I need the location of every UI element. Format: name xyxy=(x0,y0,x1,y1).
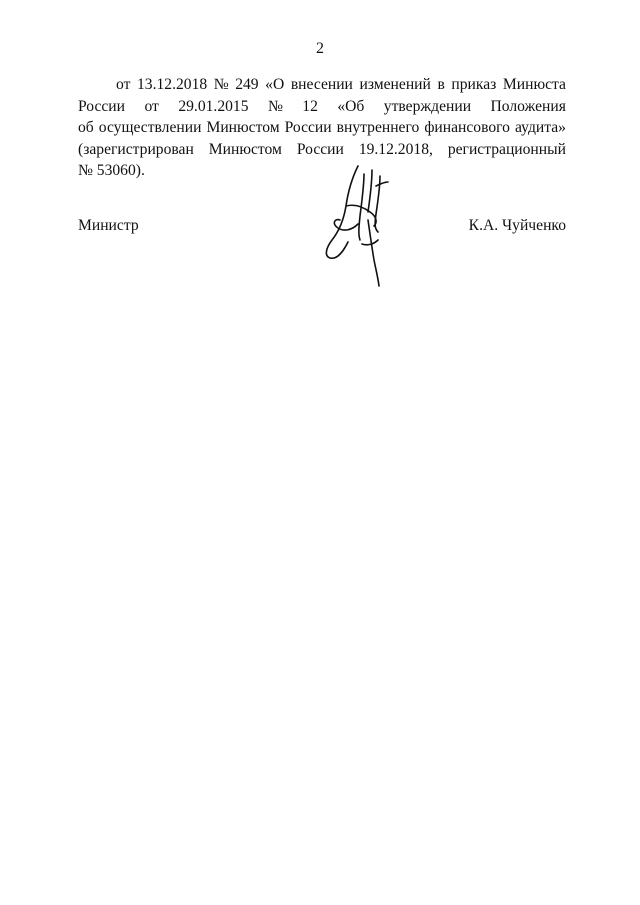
word: (зарегистрирован xyxy=(78,140,194,158)
word: «Об xyxy=(337,97,365,115)
handwritten-signature xyxy=(318,160,398,290)
word: 29.01.2015 xyxy=(178,97,249,115)
word: утверждении xyxy=(383,97,472,115)
word: «О xyxy=(265,76,285,93)
paragraph-line xyxy=(78,117,566,139)
word: России xyxy=(78,97,126,115)
word: приказ xyxy=(451,76,497,93)
word: 12 xyxy=(302,97,318,115)
word: России xyxy=(284,119,332,136)
word: Минюста xyxy=(502,76,566,93)
word: России xyxy=(296,140,344,158)
word: регистрационный xyxy=(447,140,566,158)
word: от xyxy=(116,76,131,93)
word: 249 xyxy=(235,76,259,93)
word: внутреннего xyxy=(336,119,420,136)
word: финансового xyxy=(424,119,510,136)
word: Положения xyxy=(490,97,566,115)
word: № xyxy=(267,97,283,115)
signer-name: К.А. Чуйченко xyxy=(468,217,566,234)
word: 19.12.2018, xyxy=(358,140,433,158)
word: аудита» xyxy=(515,119,566,136)
paragraph-line xyxy=(78,74,566,96)
word: № 53060). xyxy=(78,162,145,179)
word: 13.12.2018 xyxy=(136,76,208,93)
page-number: 2 xyxy=(316,40,324,57)
word: Минюстом xyxy=(208,140,282,158)
word: от xyxy=(144,97,159,115)
word: внесении xyxy=(290,76,353,93)
word: № xyxy=(213,76,229,93)
paragraph-line xyxy=(78,139,566,161)
word: изменений xyxy=(359,76,431,93)
word: в xyxy=(437,76,445,93)
word: осуществлении xyxy=(98,119,202,136)
word: об xyxy=(78,119,94,136)
paragraph-line xyxy=(78,96,566,118)
word: Минюстом xyxy=(206,119,280,136)
signer-title: Министр xyxy=(78,217,139,234)
